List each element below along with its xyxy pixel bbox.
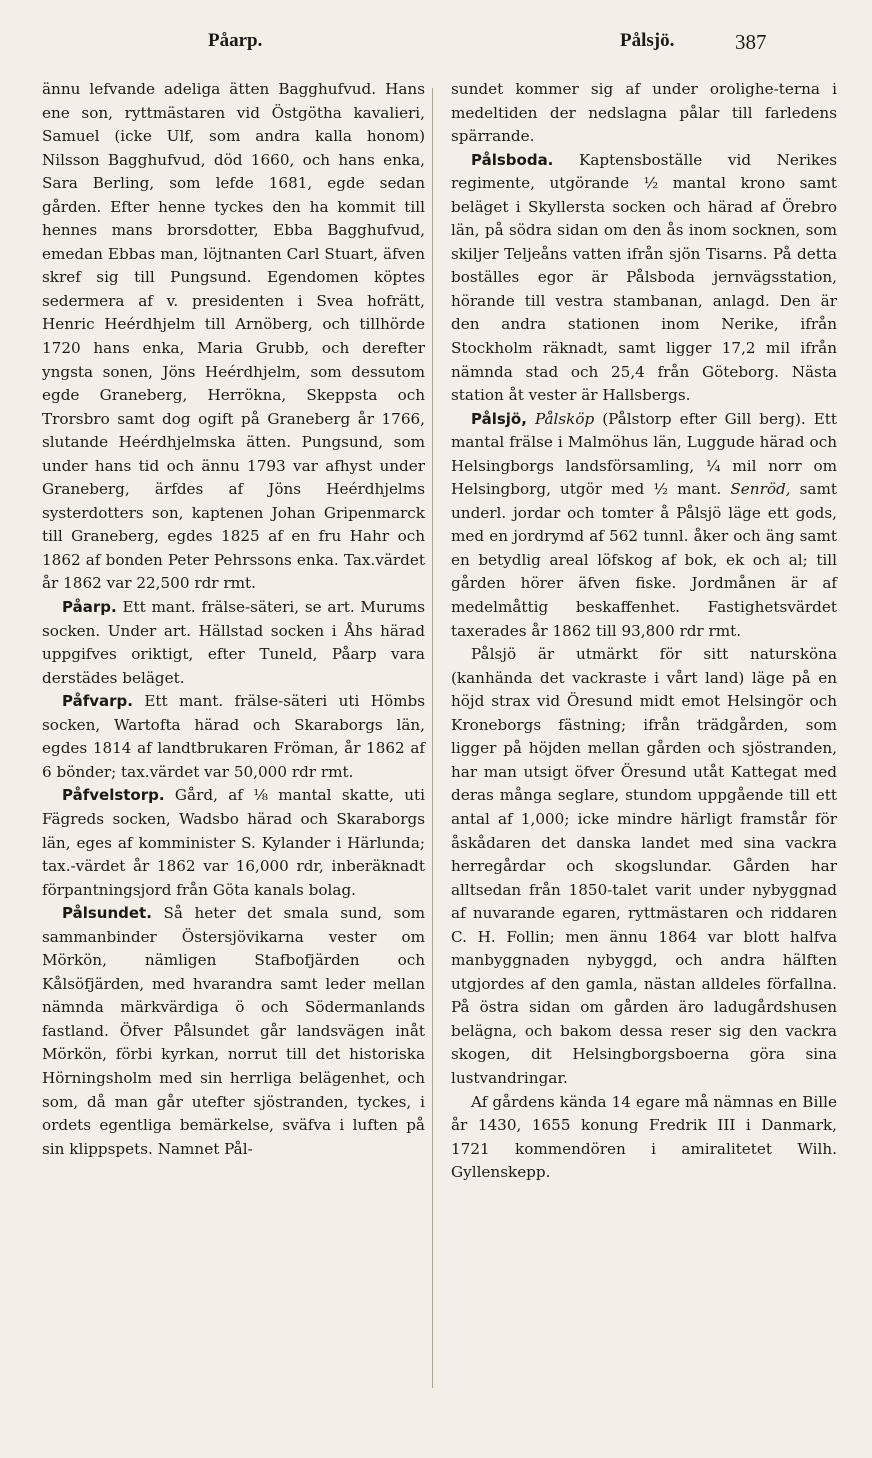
column-divider (432, 88, 433, 1388)
paragraph-palsjo-owners: Af gårdens kända 14 egare må nämnas en Bille år 1430, 1655 konung Fredrik III i Danmark, 1721 kommendören i amiralitetet Wilh. Gyllenskepp. (451, 1092, 837, 1182)
entry-term-paarp: Påarp. (62, 598, 117, 617)
left-column (42, 78, 425, 1161)
entry-term-palsboda: Pålsboda. (471, 150, 554, 169)
page-number: 387 (735, 30, 767, 54)
entry-text-palsjo-a: (Pålstorp efter Gill berg). Ett mantal frälse i Malmöhus län, Luggude härad och Helsingborgs landsförsamling, ¼ mil norr om Helsingborg, utgör med ½ mant. (451, 409, 838, 499)
entry-text-palsboda: Kaptensboställe vid Nerikes regimente, utgörande ½ mantal krono samt beläget i Skyllersta socken och härad af Örebro län, på södra sidan om den ås inom socknen, som skiljer Teljeåns vatten ifrån sjön Tisarns. På detta boställes egor är Pålsboda jernvägsstation, hörande till vestra stambanan, anlagd. Den är den andra stationen inom Nerike, ifrån Stockholm räknadt, samt ligger 17,2 mil ifrån nämnda stad och 25,4 från Göteborg. Nästa station åt vester är Hallsbergs. (451, 150, 837, 405)
entry-name-senrod: Senröd, (730, 480, 791, 499)
entry-text-paarp: Ett mant. frälse-säteri, se art. Murums socken. Under art. Hällstad socken i Åhs härad uppgifves oriktigt, efter Tuneld, Påarp vara derstädes beläget. (42, 598, 425, 687)
entry-text-palsjo-b: samt underl. jordar och tomter å Pålsjö läge ett gods, med en jordrymd af 562 tunnl. åker och äng samt en betydlig areal löfskog af bok, ek och al; till gården hörer äfven fiske. Jordmånen är af medelmåttig beskaffenhet. Fastighetsvärdet taxerades år 1862 till 93,800 rdr rmt. (451, 480, 837, 640)
running-head-left: Påarp. (208, 30, 263, 51)
paragraph-palsjo-nature: Pålsjö är utmärkt för sitt natursköna (kanhända det vackraste i vårt land) läge på en höjd strax vid Öresund midt emot Helsingör och Kroneborgs fästning; ifrån trädgården, som ligger på höjden mellan gården och sjöstranden, har man utsigt öfver Öresund utåt Kattegat med deras många seglare, stundom uppgående till ett antal af 1,000; icke mindre härligt framstår för åskådaren det danska landet med sina vackra herregårdar och skogslundar. Gården har alltsedan från 1850-talet varit under nybyggnad af nuvarande egaren, ryttmästaren och riddaren C. H. Follin; men ännu 1864 var blott halfva manbyggnaden nybyggd, och andra hälften utgjordes af den gamla, nästan alldeles förfallna. På östra sidan om gården äro ladugårdshusen belägna, och bakom dessa reser sig den vackra skogen, dit Helsingborgsboerna göra sina lustvandringar. (451, 645, 837, 1087)
entry-term-pafvelstorp: Påfvelstorp. (62, 786, 165, 805)
entry-text-pafvelstorp: Gård, af ⅛ mantal skatte, uti Fägreds socken, Wadsbo härad och Skaraborgs län, eges af komminister S. Kylander i Härlunda; tax.-värdet år 1862 var 16,000 rdr, inberäknadt förpantningsjord från Göta kanals bolag. (42, 786, 425, 899)
entry-term-palsundet: Pålsundet. (62, 904, 152, 923)
entry-palsjo (451, 408, 837, 643)
entry-term-pafvarp: Påfvarp. (62, 692, 133, 711)
entry-text-pafvarp: Ett mant. frälse-säteri uti Hömbs socken, Wartofta härad och Skaraborgs län, egdes 1814 af landtbrukaren Fröman, år 1862 af 6 bönder; tax.värdet var 50,000 rdr rmt. (42, 692, 426, 781)
entry-text-palsundet: Så heter det smala sund, som sammanbinder Östersjövikarna vester om Mörkön, nämligen Stafbofjärden och Kålsöfjärden, med hvarandra samt leder mellan nämnda märkvärdiga ö och Södermanlands fastland. Öfver Pålsundet går landsvägen inåt Mörkön, förbi kyrkan, norrut till det historiska Hörningsholm med sin herrliga belägenhet, och som, då man går utefter sjöstranden, tyckes, i ordets egentliga bemärkelse, sväfva i luften på sin klippspets. Namnet Pål- (42, 904, 425, 1158)
entry-pafvelstorp (42, 784, 425, 902)
entry-palsundet (42, 902, 425, 1161)
entry-term-palsjo: Pålsjö, (471, 409, 527, 428)
entry-alt-name-palskop: Pålsköp (534, 409, 595, 428)
right-column (451, 78, 837, 1185)
entry-palsboda (451, 149, 837, 408)
paragraph-pungsund-continued: ännu lefvande adeliga ätten Bagghufvud. Hans ene son, ryttmästaren vid Östgötha kavalieri, Samuel (icke Ulf, som andra kalla honom) Nilsson Bagghufvud, död 1660, och hans enka, Sara Berling, som lefde 1681, egde sedan gården. Efter henne tyckes den ha kommit till hennes mans brorsdotter, Ebba Bagghufvud, emedan Ebbas man, löjtnanten Carl Stuart, äfven skref sig till Pungsund. Egendomen köptes sedermera af v. presidenten i Svea hofrätt, Henric Heérdhjelm till Arnöberg, och tillhörde 1720 hans enka, Maria Grubb, och derefter yngsta sonen, Jöns Heérdhjelm, som dessutom egde Graneberg, Herrökna, Skeppsta och Trorsbro samt dog ogift på Graneberg år 1766, slutande Heérdhjelmska ätten. Pungsund, som under hans tid och ännu 1793 var afhyst under Graneberg, ärfdes af Jöns Heérdhjelms systerdotters son, kaptenen Johan Gripenmarck till Graneberg, egdes 1825 af en fru Hahr och 1862 af bonden Peter Pehrssons enka. Tax.värdet år 1862 var 22,500 rdr rmt. (42, 80, 425, 593)
entry-paarp (42, 596, 425, 690)
paragraph-palsundet-continued: sundet kommer sig af under orolighe-terna i medeltiden der nedslagna pålar till farledens spärrande. (451, 80, 837, 146)
running-head-right: Pålsjö. (620, 30, 675, 51)
entry-pafvarp (42, 690, 425, 784)
page-header (0, 30, 872, 60)
